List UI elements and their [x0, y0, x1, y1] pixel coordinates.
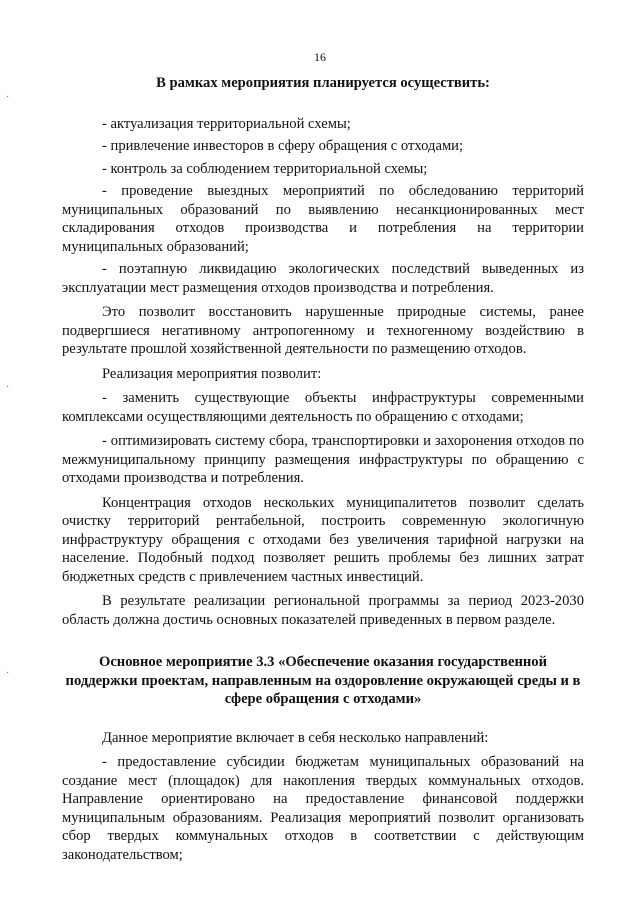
paragraph: В результате реализации региональной программы за период 2023-2030 область должна достичь основных показателей приведенных в первом разделе.	[62, 593, 584, 628]
margin-mark: ·	[6, 668, 10, 679]
margin-mark: ·	[6, 92, 10, 103]
list-item: - поэтапную ликвидацию экологических последствий выведенных из эксплуатации мест размещения отходов производства и потребления.	[62, 261, 584, 296]
page-number: 16	[314, 50, 326, 64]
paragraph: Это позволит восстановить нарушенные природные системы, ранее подвергшиеся негативному антропогенному и техногенному воздействию в результате прошлой хозяйственной деятельности по размещению отходов.	[62, 304, 584, 357]
paragraph: Концентрация отходов нескольких муниципалитетов позволит сделать очистку территорий рентабельной, построить современную экологичную инфраструктуру обращения с отходами без увеличения тарифной нагрузки на население. Подобный подход позволяет решить проблемы без лишних затрат бюджетных средств с привлечением частных инвестиций.	[62, 494, 584, 585]
margin-mark: ·	[6, 382, 10, 393]
list-item: - актуализация территориальной схемы;	[102, 115, 351, 132]
list-item: - оптимизировать систему сбора, транспортировки и захоронения отходов по межмуниципальному принципу размещения инфраструктуры по обращению с отходами производства и потребления.	[62, 433, 584, 486]
section-heading-1: В рамках мероприятия планируется осуществить:	[156, 75, 490, 91]
document-body	[62, 74, 584, 864]
list-item: - контроль за соблюдением территориальной схемы;	[102, 160, 428, 177]
list-item: - заменить существующие объекты инфраструктуры современными комплексами осуществляющими деятельность по обращению с отходами;	[62, 390, 584, 425]
paragraph: Данное мероприятие включает в себя несколько направлений:	[102, 729, 489, 746]
paragraph: Реализация мероприятия позволит:	[102, 365, 322, 382]
list-item: - проведение выездных мероприятий по обследованию территорий муниципальных образований по выявлению несанкционированных мест складирования отходов производства и потребления на территории муниципальных образований;	[62, 183, 584, 255]
list-item: - привлечение инвесторов в сферу обращения с отходами;	[102, 138, 464, 154]
paragraph: - предоставление субсидии бюджетам муниципальных образований на создание мест (площадок) для накопления твердых коммунальных отходов. Направление ориентировано на предоставление финансовой поддержки муниципальным образованиям. Реализация мероприятий позволит организовать сбор твердых коммунальных отходов в соответствии с действующим законодательством;	[62, 754, 584, 863]
section-heading-2: Основное мероприятие 3.3 «Обеспечение оказания государственной поддержки проектам, направленным на оздоровление окружающей среды и в сфере обращения с отходами»	[65, 654, 581, 707]
